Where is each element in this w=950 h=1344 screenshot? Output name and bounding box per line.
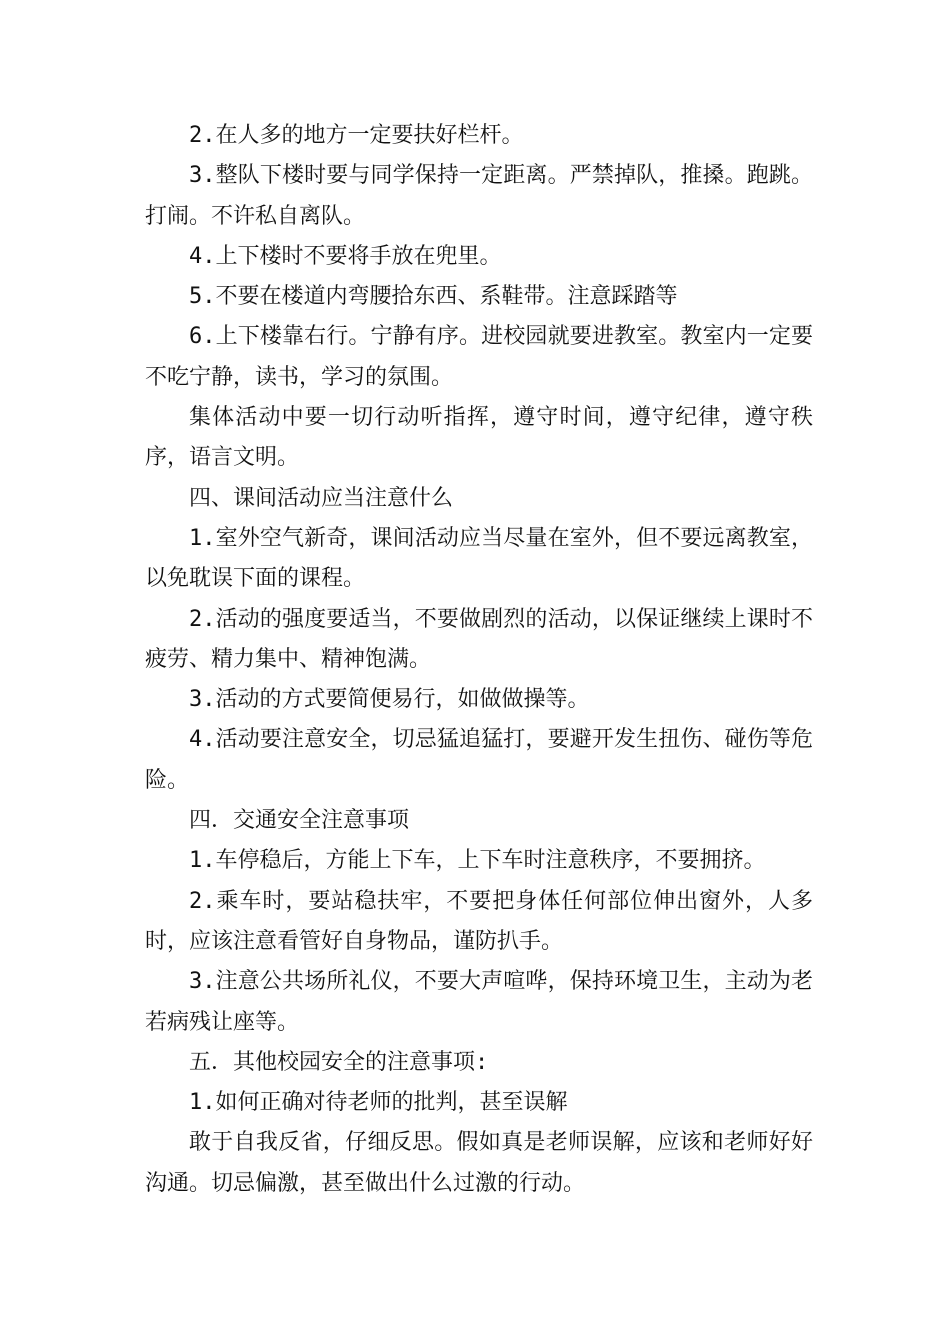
paragraph-other-reflection: 敢于自我反省，仔细反思。假如真是老师误解，应该和老师好好沟通。切忌偏激，甚至做出什么过激的行动。 (145, 1130, 813, 1196)
paragraph-break-item-4: 4.活动要注意安全，切忌猛追猛打，要避开发生扭伤、碰伤等危险。 (145, 727, 813, 793)
paragraph-traffic-item-1: 1.车停稳后，方能上下车，上下车时注意秩序，不要拥挤。 (189, 848, 766, 874)
paragraph-item-6-keep-right: 6.上下楼靠右行。宁静有序。进校园就要进教室。教室内一定要不吃宁静，读书，学习的氛围。 (145, 324, 813, 390)
paragraph-item-2-railing: 2.在人多的地方一定要扶好栏杆。 (189, 123, 524, 148)
paragraph-break-item-2: 2.活动的强度要适当，不要做剧烈的活动，以保证继续上课时不疲劳、精力集中、精神饱满。 (145, 606, 813, 672)
paragraph-item-5-no-bending: 5.不要在楼道内弯腰拾东西、系鞋带。注意踩踏等 (189, 284, 678, 310)
paragraph-break-item-3: 3.活动的方式要简便易行，如做做操等。 (189, 687, 590, 713)
section-heading-break-activities: 四、课间活动应当注意什么 (189, 485, 454, 511)
paragraph-break-item-1: 1.室外空气新奇，课间活动应当尽量在室外，但不要远离教室，以免耽误下面的课程。 (145, 525, 813, 592)
paragraph-group-activities: 集体活动中要一切行动听指挥，遵守时间，遵守纪律，遵守秩序，语言文明。 (145, 405, 813, 471)
paragraph-traffic-item-3: 3.注意公共场所礼仪，不要大声喧哗，保持环境卫生，主动为老若病残让座等。 (145, 969, 813, 1035)
paragraph-item-4-hands-pockets: 4.上下楼时不要将手放在兜里。 (189, 243, 502, 269)
section-heading-traffic-safety: 四．交通安全注意事项 (189, 808, 410, 834)
section-heading-other-safety: 五．其他校园安全的注意事项: (189, 1049, 489, 1075)
paragraph-item-3-keep-distance: 3.整队下楼时要与同学保持一定距离。严禁掉队，推搡。跑跳。打闹。不许私自离队。 (145, 163, 813, 229)
paragraph-other-item-1: 1.如何正确对待老师的批判，甚至误解 (189, 1090, 568, 1116)
paragraph-traffic-item-2: 2.乘车时，要站稳扶牢，不要把身体任何部位伸出窗外，人多时，应该注意看管好自身物品，谨防扒手。 (145, 888, 813, 954)
document-page (145, 116, 813, 1204)
